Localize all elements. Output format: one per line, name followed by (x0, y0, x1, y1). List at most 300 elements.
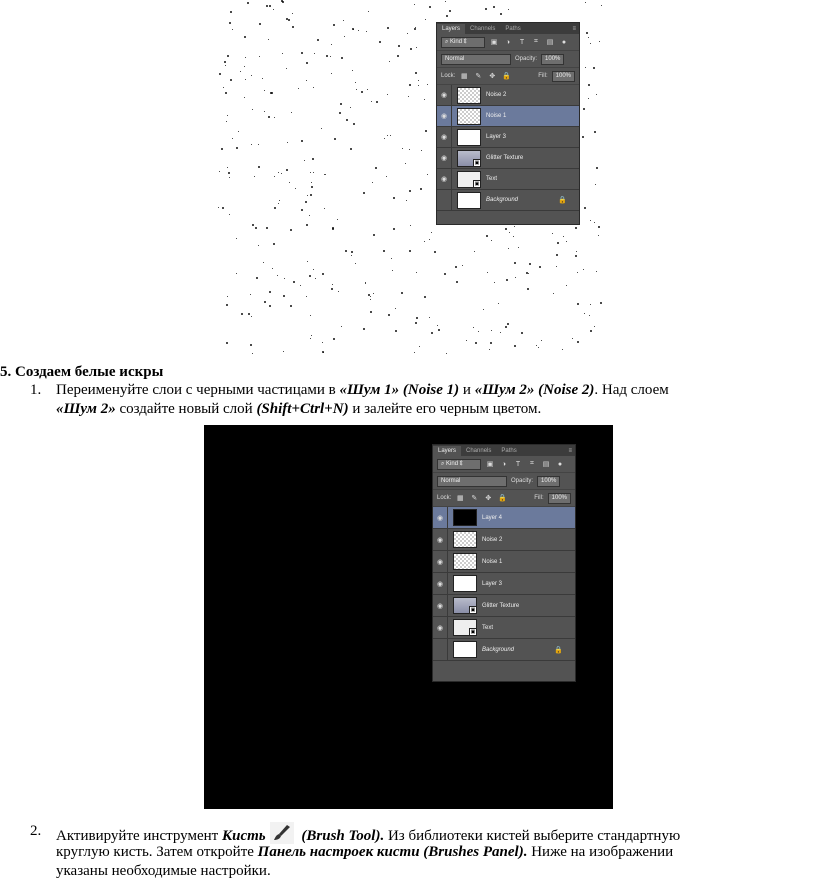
noise-speck (286, 169, 288, 171)
noise-speck (521, 332, 523, 334)
noise-speck (486, 235, 488, 237)
layer-row[interactable] (437, 85, 579, 106)
blend-row (433, 473, 575, 490)
tab-channels[interactable]: Channels (466, 448, 492, 454)
kind-label: Kind (446, 460, 459, 467)
blend-mode-select[interactable] (437, 476, 507, 487)
emphasis-noise-1: «Шум 1» (Noise 1) (339, 382, 460, 398)
noise-speck (224, 61, 226, 63)
noise-speck (288, 19, 290, 21)
eye-icon[interactable]: ◉ (433, 595, 448, 616)
noise-speck (272, 268, 273, 269)
shape-filter-icon[interactable]: ⌗ (530, 460, 534, 467)
noise-speck (586, 32, 588, 34)
noise-speck (250, 294, 251, 295)
filter-toggle-icon[interactable]: ● (557, 460, 563, 468)
text-run: Из библиотеки кистей выберите стандартную (384, 828, 681, 844)
noise-speck (414, 28, 416, 30)
layer-thumbnail (457, 150, 481, 167)
noise-speck (341, 326, 342, 327)
noise-speck (379, 41, 381, 43)
noise-speck (388, 314, 390, 316)
item-1-line-1 (56, 381, 669, 400)
noise-speck (337, 219, 338, 220)
layer-row[interactable] (437, 148, 579, 169)
noise-speck (269, 305, 271, 307)
noise-speck (251, 144, 252, 145)
noise-speck (376, 101, 378, 103)
layer-thumbnail (457, 171, 481, 188)
noise-speck (393, 197, 395, 199)
visibility-off-icon[interactable] (433, 639, 448, 660)
noise-speck (539, 266, 541, 268)
noise-speck (290, 229, 292, 231)
noise-speck (291, 112, 292, 113)
noise-speck (283, 295, 285, 297)
noise-speck (507, 323, 509, 325)
noise-speck (556, 266, 557, 267)
eye-icon[interactable]: ◉ (437, 127, 452, 147)
noise-speck (344, 36, 345, 37)
noise-speck (324, 174, 325, 175)
noise-speck (310, 338, 311, 339)
noise-speck (331, 44, 332, 45)
layer-name[interactable]: Noise 1 (486, 113, 507, 119)
noise-speck (230, 79, 232, 81)
noise-speck (590, 304, 591, 305)
eye-icon[interactable]: ◉ (433, 551, 448, 572)
noise-speck (487, 272, 488, 273)
lock-row (437, 68, 579, 85)
noise-speck (351, 255, 352, 256)
pixel-filter-icon[interactable]: ▣ (486, 461, 494, 468)
brush-tool-icon (270, 822, 294, 844)
noise-speck (583, 108, 585, 110)
noise-speck (397, 55, 399, 57)
noise-speck (449, 10, 451, 12)
layer-name[interactable]: Glitter Texture (482, 602, 520, 609)
eye-icon[interactable]: ◉ (437, 85, 452, 105)
noise-speck (493, 6, 495, 8)
noise-speck (365, 283, 366, 284)
noise-speck (418, 85, 419, 86)
noise-speck (590, 330, 592, 332)
noise-speck (601, 5, 602, 6)
noise-speck (473, 327, 474, 328)
noise-speck (427, 84, 428, 85)
lock-position-icon[interactable]: ✥ (489, 73, 496, 80)
noise-speck (273, 243, 275, 245)
noise-speck (491, 330, 492, 331)
noise-speck (333, 24, 335, 26)
noise-speck (390, 135, 391, 136)
noise-speck (456, 281, 458, 283)
filter-toggle-icon[interactable]: ● (561, 38, 567, 46)
lock-all-icon[interactable]: 🔒 (497, 495, 507, 502)
noise-speck (255, 227, 257, 229)
noise-speck (340, 103, 342, 105)
noise-speck (352, 70, 353, 71)
noise-speck (244, 66, 245, 67)
noise-speck (350, 148, 352, 150)
noise-speck (518, 247, 519, 248)
tab-layers[interactable]: Layers (433, 446, 461, 456)
noise-speck (306, 296, 307, 297)
shape-filter-icon[interactable]: ⌗ (534, 38, 538, 45)
noise-speck (596, 167, 598, 169)
noise-speck (429, 6, 431, 8)
text-run: и (459, 382, 475, 398)
noise-speck (528, 273, 529, 274)
noise-speck (455, 266, 457, 268)
noise-speck (292, 13, 293, 14)
noise-speck (514, 226, 515, 227)
noise-speck (590, 220, 591, 221)
layer-row[interactable] (437, 106, 579, 127)
layer-thumbnail (453, 531, 477, 548)
noise-speck (466, 340, 467, 341)
noise-speck (252, 224, 254, 226)
noise-speck (368, 11, 369, 12)
noise-speck (305, 201, 307, 203)
layer-row[interactable] (433, 529, 575, 551)
noise-speck (218, 207, 219, 208)
noise-speck (278, 172, 279, 173)
noise-speck (393, 228, 395, 230)
smart-object-icon: ▣ (470, 629, 476, 635)
noise-speck (356, 89, 357, 90)
layer-thumbnail (453, 619, 477, 636)
noise-speck (311, 335, 312, 336)
noise-speck (594, 326, 595, 327)
lock-label: Lock: (441, 73, 456, 79)
eye-icon[interactable]: ◉ (437, 148, 452, 168)
noise-speck (514, 345, 516, 347)
tab-paths[interactable]: Paths (505, 26, 521, 32)
noise-speck (274, 117, 275, 118)
eye-icon[interactable]: ◉ (433, 529, 448, 550)
layer-row[interactable] (433, 595, 575, 617)
noise-speck (268, 116, 270, 118)
noise-speck (312, 158, 314, 160)
layers-panel (432, 444, 576, 682)
text-run: + (291, 401, 301, 417)
layer-row[interactable] (433, 573, 575, 595)
eye-icon[interactable]: ◉ (433, 617, 448, 638)
noise-speck (582, 136, 584, 138)
layer-name[interactable]: Background (482, 646, 515, 653)
noise-speck (474, 251, 475, 252)
noise-speck (410, 48, 412, 50)
noise-speck (513, 236, 514, 237)
noise-speck (529, 263, 531, 265)
filter-row (433, 456, 575, 473)
noise-speck (355, 82, 356, 83)
emphasis-shortcut: Ctrl (300, 401, 325, 417)
noise-speck (415, 322, 417, 324)
noise-speck (498, 303, 499, 304)
noise-speck (405, 163, 406, 164)
noise-speck (219, 73, 221, 75)
lock-label: Lock: (437, 495, 452, 501)
noise-speck (410, 225, 411, 226)
noise-speck (310, 172, 311, 173)
text-run: Переименуйте слои с черными частицами в (56, 382, 340, 398)
noise-speck (304, 160, 305, 161)
noise-speck (346, 119, 348, 121)
noise-speck (363, 192, 365, 194)
noise-speck (572, 338, 573, 339)
noise-speck (293, 281, 295, 283)
noise-speck (384, 138, 385, 139)
noise-speck (361, 91, 363, 93)
noise-speck (274, 176, 275, 177)
lock-position-icon[interactable]: ✥ (485, 495, 492, 502)
noise-speck (387, 135, 388, 136)
noise-speck (387, 27, 389, 29)
tab-channels[interactable]: Channels (470, 26, 496, 32)
emphasis-brush-tool: (Brush Tool). (297, 828, 385, 844)
noise-speck (258, 144, 259, 145)
noise-speck (538, 347, 539, 348)
noise-speck (282, 1, 284, 3)
eye-icon[interactable]: ◉ (433, 507, 448, 528)
noise-speck (566, 241, 567, 242)
noise-speck (371, 101, 372, 102)
lock-icon: 🔒 (558, 197, 567, 204)
layer-name[interactable]: Layer 3 (486, 134, 507, 140)
noise-speck (500, 332, 501, 333)
noise-speck (425, 19, 426, 20)
noise-speck (594, 131, 596, 133)
noise-speck (330, 56, 331, 57)
panel-menu-icon[interactable]: ≡ (568, 448, 572, 454)
noise-speck (306, 62, 308, 64)
fill-input[interactable]: 100% (548, 493, 571, 504)
adjustment-filter-icon[interactable]: ◑ (501, 460, 507, 468)
eye-icon[interactable]: ◉ (437, 169, 452, 189)
lock-image-icon[interactable]: ✎ (471, 495, 478, 502)
noise-speck (351, 251, 353, 253)
layer-thumbnail (453, 641, 477, 658)
layer-name[interactable]: Layer 4 (482, 514, 503, 521)
emphasis-brush: Кисть (221, 828, 266, 844)
noise-speck (350, 107, 351, 108)
noise-speck (311, 186, 313, 188)
noise-speck (368, 294, 370, 296)
noise-speck (226, 121, 227, 122)
noise-speck (431, 332, 433, 334)
noise-speck (230, 11, 232, 13)
noise-speck (228, 172, 230, 174)
blend-mode-select[interactable] (441, 54, 511, 65)
noise-speck (556, 254, 558, 256)
noise-speck (341, 57, 343, 59)
noise-speck (301, 52, 303, 54)
noise-speck (420, 188, 422, 190)
noise-speck (269, 291, 271, 293)
layer-row[interactable] (437, 127, 579, 148)
layer-name[interactable]: Text (482, 624, 494, 631)
layer-list (437, 85, 579, 211)
tab-paths[interactable]: Paths (501, 448, 517, 454)
eye-icon[interactable]: ◉ (433, 573, 448, 594)
noise-speck (429, 239, 430, 240)
noise-speck (424, 241, 425, 242)
layer-name[interactable]: Layer 3 (482, 580, 503, 587)
noise-speck (313, 172, 314, 173)
noise-speck (266, 5, 268, 7)
lock-row (433, 490, 575, 507)
lock-transparent-icon[interactable]: ▦ (457, 495, 464, 502)
noise-speck (429, 317, 430, 318)
noise-speck (416, 317, 418, 319)
noise-speck (485, 8, 487, 10)
noise-speck (583, 269, 584, 270)
noise-speck (313, 269, 314, 270)
noise-speck (415, 72, 417, 74)
type-filter-icon[interactable]: T (515, 460, 521, 468)
noise-speck (596, 271, 597, 272)
lock-image-icon[interactable]: ✎ (475, 73, 482, 80)
noise-speck (273, 9, 274, 10)
lock-transparent-icon[interactable]: ▦ (461, 73, 468, 80)
noise-speck (251, 75, 252, 76)
layer-row[interactable] (433, 639, 575, 661)
noise-speck (366, 31, 367, 32)
noise-speck (437, 325, 438, 326)
noise-speck (386, 176, 387, 177)
smart-object-icon: ▣ (474, 180, 480, 187)
noise-speck (244, 97, 245, 98)
noise-speck (332, 284, 333, 285)
noise-speck (264, 111, 265, 112)
noise-speck (227, 167, 228, 168)
noise-speck (232, 29, 233, 30)
noise-speck (489, 349, 490, 350)
layer-thumbnail (453, 553, 477, 570)
layer-name[interactable]: Noise 2 (486, 92, 507, 98)
noise-speck (588, 98, 589, 99)
fill-label: Fill: (538, 73, 548, 79)
noise-speck (577, 272, 578, 273)
noise-speck (322, 351, 324, 353)
layer-name[interactable]: Glitter Texture (486, 155, 524, 161)
opacity-input[interactable]: 100% (541, 54, 564, 65)
panel-menu-icon[interactable]: ≡ (572, 26, 576, 32)
noise-speck (431, 232, 432, 233)
noise-speck (301, 140, 303, 142)
noise-speck (575, 255, 577, 257)
noise-speck (576, 251, 577, 252)
layer-row[interactable] (437, 190, 579, 211)
noise-speck (331, 288, 333, 290)
noise-speck (599, 41, 600, 42)
opacity-input[interactable]: 100% (537, 476, 560, 487)
eye-icon[interactable]: ◉ (437, 106, 452, 126)
layer-name[interactable]: Noise 1 (482, 558, 503, 565)
kind-filter-select[interactable]: ⌕ Kind ⇕ (437, 459, 481, 470)
noise-speck (244, 36, 246, 38)
noise-speck (370, 311, 372, 313)
layer-name[interactable]: Noise 2 (482, 536, 503, 543)
noise-speck (505, 228, 507, 230)
tab-layers[interactable]: Layers (437, 24, 465, 34)
noise-speck (258, 166, 260, 168)
visibility-off-icon[interactable] (437, 190, 452, 210)
noise-speck (229, 177, 230, 178)
noise-speck (283, 351, 284, 352)
blend-mode-value: Normal (445, 55, 465, 62)
text-run: создайте новый слой (115, 401, 257, 417)
layer-row[interactable] (437, 169, 579, 190)
noise-speck (475, 342, 477, 344)
emphasis-noise-2: «Шум 2» (Noise 2) (474, 382, 595, 398)
noise-speck (598, 235, 599, 236)
noise-speck (446, 353, 447, 354)
noise-speck (324, 208, 325, 209)
noise-speck (563, 236, 564, 237)
noise-speck (256, 277, 258, 279)
noise-speck (250, 344, 252, 346)
emphasis-noise-2-ru: «Шум 2» (56, 401, 116, 417)
noise-speck (590, 43, 591, 44)
layer-thumbnail (457, 108, 481, 125)
layer-row[interactable] (433, 617, 575, 639)
noise-speck (225, 65, 226, 66)
emphasis-shortcut: (Shift (256, 401, 292, 417)
noise-speck (223, 87, 224, 88)
noise-speck (438, 329, 440, 331)
kind-filter-select[interactable]: ⌕ Kind ⇕ (441, 37, 485, 48)
noise-speck (553, 293, 554, 294)
smart-object-filter-icon[interactable]: ▤ (542, 461, 550, 468)
layer-name[interactable]: Background (486, 197, 519, 203)
noise-speck (282, 53, 283, 54)
noise-speck (313, 87, 314, 88)
noise-speck (401, 292, 403, 294)
layer-name[interactable]: Text (486, 176, 498, 182)
noise-speck (409, 149, 410, 150)
noise-speck (372, 182, 373, 183)
pixel-filter-icon[interactable]: ▣ (490, 39, 498, 46)
layer-row[interactable] (433, 507, 575, 529)
noise-speck (373, 234, 375, 236)
lock-all-icon[interactable]: 🔒 (501, 73, 511, 80)
adjustment-filter-icon[interactable]: ◑ (505, 38, 511, 46)
fill-input[interactable]: 100% (552, 71, 575, 82)
smart-object-filter-icon[interactable]: ▤ (546, 39, 554, 46)
noise-speck (416, 272, 417, 273)
noise-speck (236, 273, 237, 274)
noise-speck (557, 242, 559, 244)
noise-speck (414, 352, 415, 353)
type-filter-icon[interactable]: T (519, 38, 525, 46)
noise-speck (509, 232, 510, 233)
noise-speck (392, 270, 393, 271)
noise-speck (508, 248, 509, 249)
noise-speck (584, 313, 585, 314)
noise-speck (266, 227, 268, 229)
layer-row[interactable] (433, 551, 575, 573)
noise-speck (252, 109, 253, 110)
noise-speck (264, 90, 265, 91)
noise-speck (588, 84, 590, 86)
noise-speck (325, 174, 326, 175)
text-run: круглую кисть. Затем откройте (56, 844, 258, 860)
noise-speck (406, 200, 407, 201)
noise-speck (287, 142, 288, 143)
